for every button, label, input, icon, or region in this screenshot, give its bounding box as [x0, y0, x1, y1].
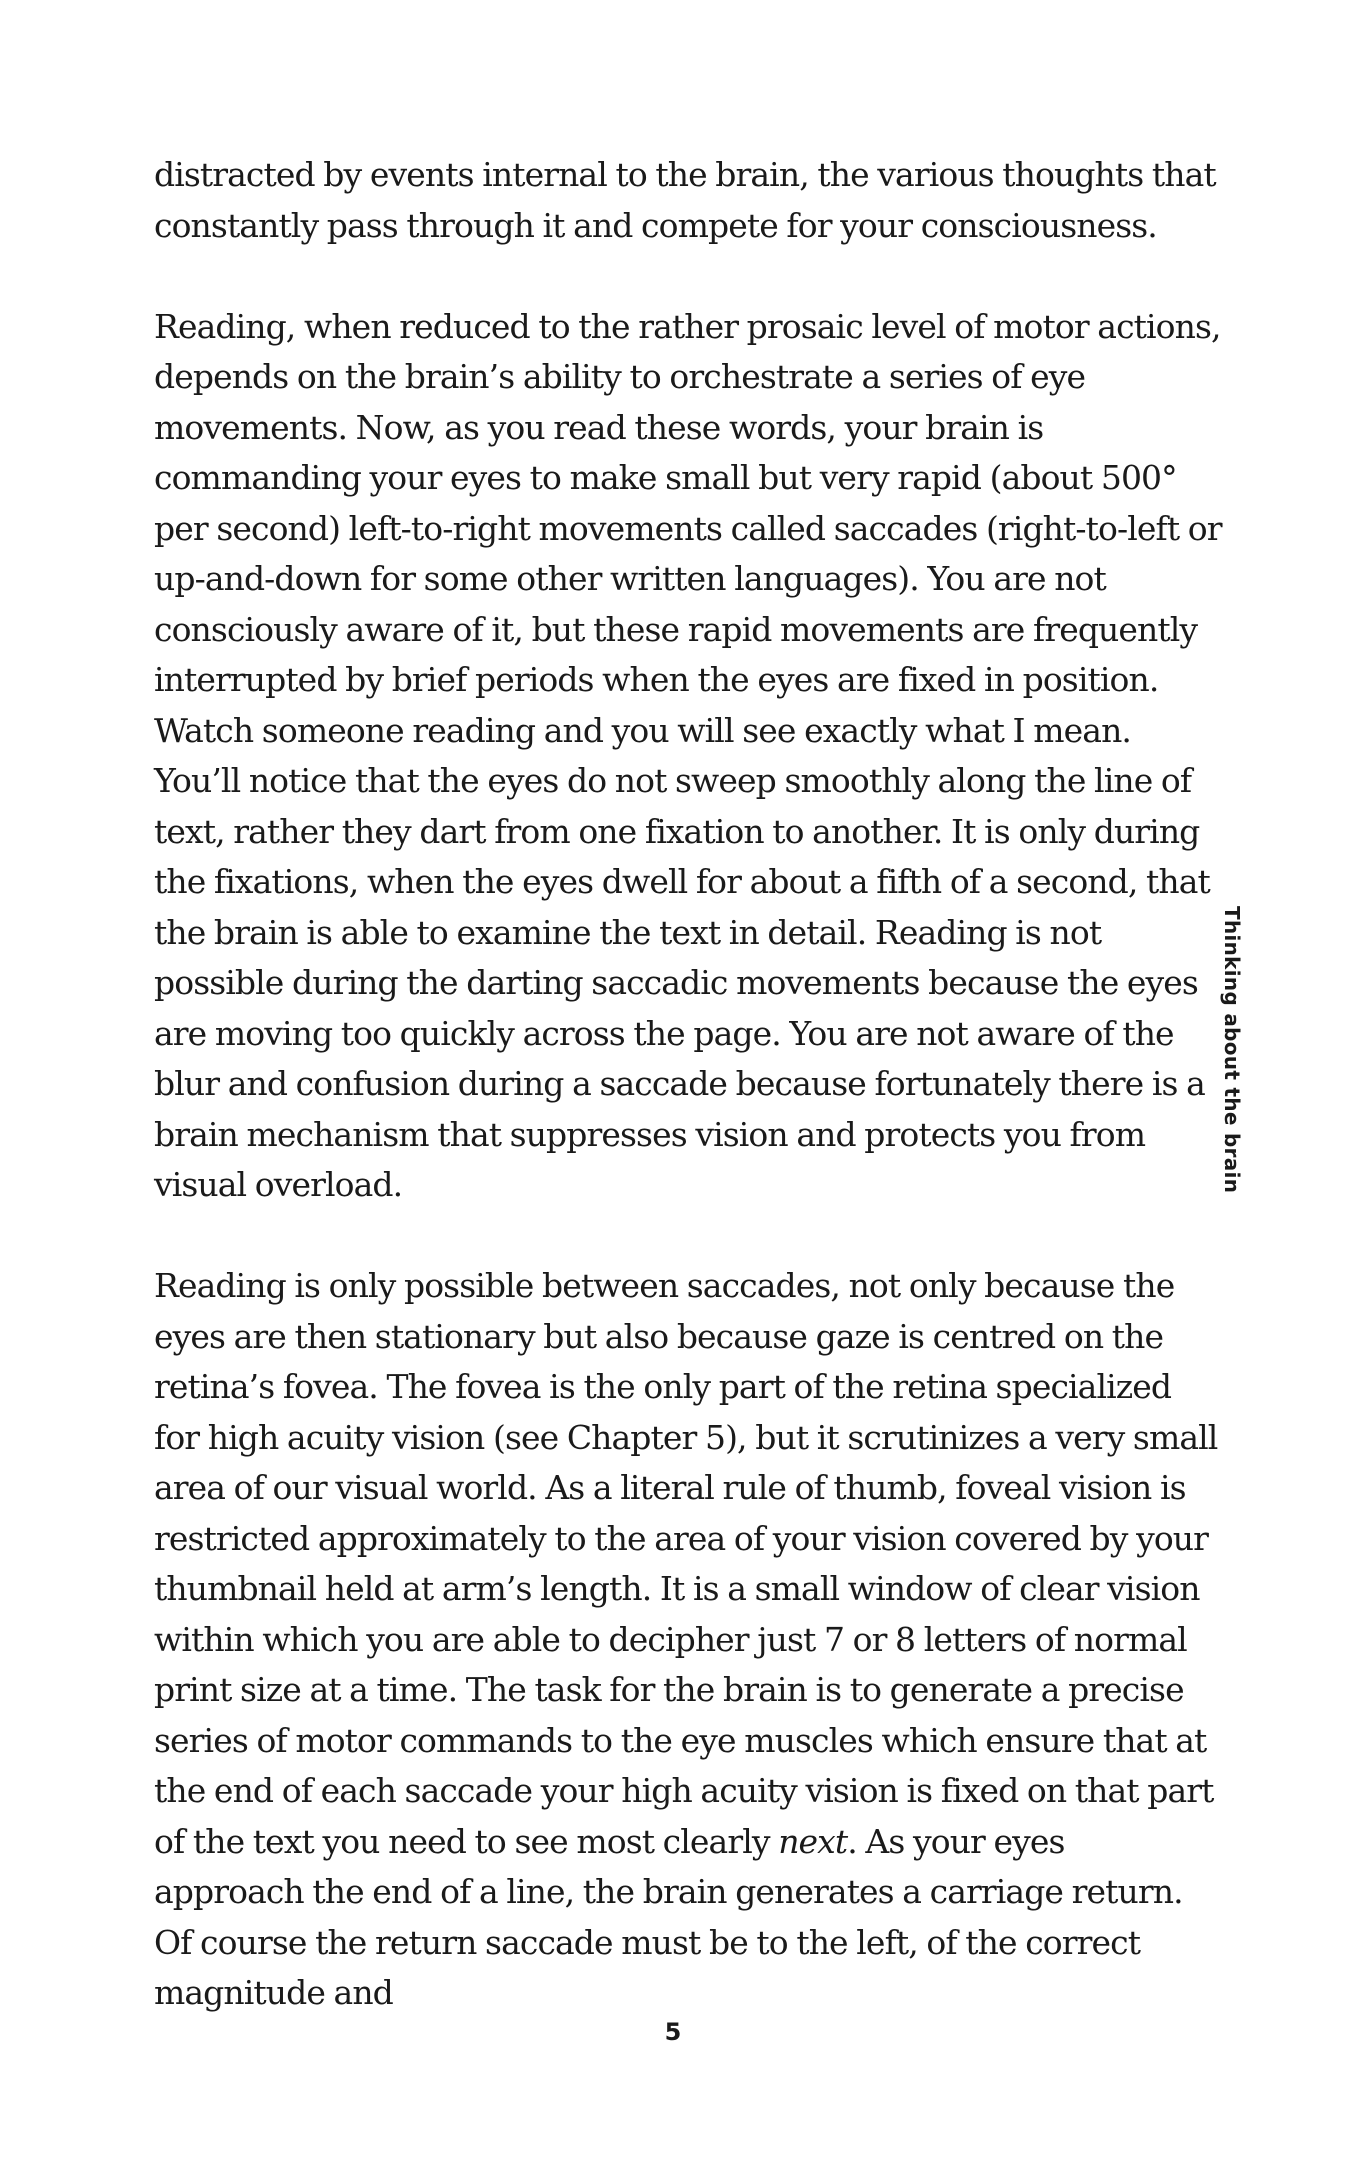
- paragraph-3-text-after-italic: . As your eyes approach the end of a line, the brain generates a carriage return. Of course the return saccade must be to the left, of the correct magnitude and: [154, 1821, 1183, 2012]
- page-number: 5: [664, 2018, 682, 2046]
- paragraph-1: distracted by events internal to the brain, the various thoughts that constantly pass through it and compete for your consciousness.: [154, 155, 1216, 245]
- paragraph-2: Reading, when reduced to the rather prosaic level of motor actions, depends on the brain’s ability to orchestrate a series of eye movements. Now, as you read these words, your brain is commanding your eyes to make small but very rapid (about 500° per second) left-to-right movements called saccades (right-to-left or up-and-down for some other written languages). You are not consciously aware of it, but these rapid movements are frequently interrupted by brief periods when the eyes are fixed in position. Watch someone reading and you will see exactly what I mean. You’ll notice that the eyes do not sweep smoothly along the line of text, rather they dart from one fixation to another. It is only during the fixations, when the eyes dwell for about a fifth of a second, that the brain is able to examine the text in detail. Reading is not possible during the darting saccadic movements because the eyes are moving too quickly across the page. You are not aware of the blur and confusion during a saccade because fortunately there is a brain mechanism that suppresses vision and protects you from visual overload.: [154, 306, 1222, 1204]
- italic-emphasis: next: [778, 1821, 848, 1861]
- paragraph-3: [154, 1261, 1222, 2019]
- paragraph-3-text-before-italic: Reading is only possible between saccades, not only because the eyes are then stationary but also because gaze is centred on the retina’s fovea. The fovea is the only part of the retina specialized for high acuity vision (see Chapter 5), but it scrutinizes a very small area of our visual world. As a literal rule of thumb, foveal vision is restricted approximately to the area of your vision covered by your thumbnail held at arm’s length. It is a small window of clear vision within which you are able to decipher just 7 or 8 letters of normal print size at a time. The task for the brain is to generate a precise series of motor commands to the eye muscles which ensure that at the end of each saccade your high acuity vision is fixed on that part of the text you need to see most clearly: [154, 1266, 1218, 1861]
- running-head: Thinking about the brain: [1220, 906, 1244, 1194]
- body-text: [154, 150, 1222, 2019]
